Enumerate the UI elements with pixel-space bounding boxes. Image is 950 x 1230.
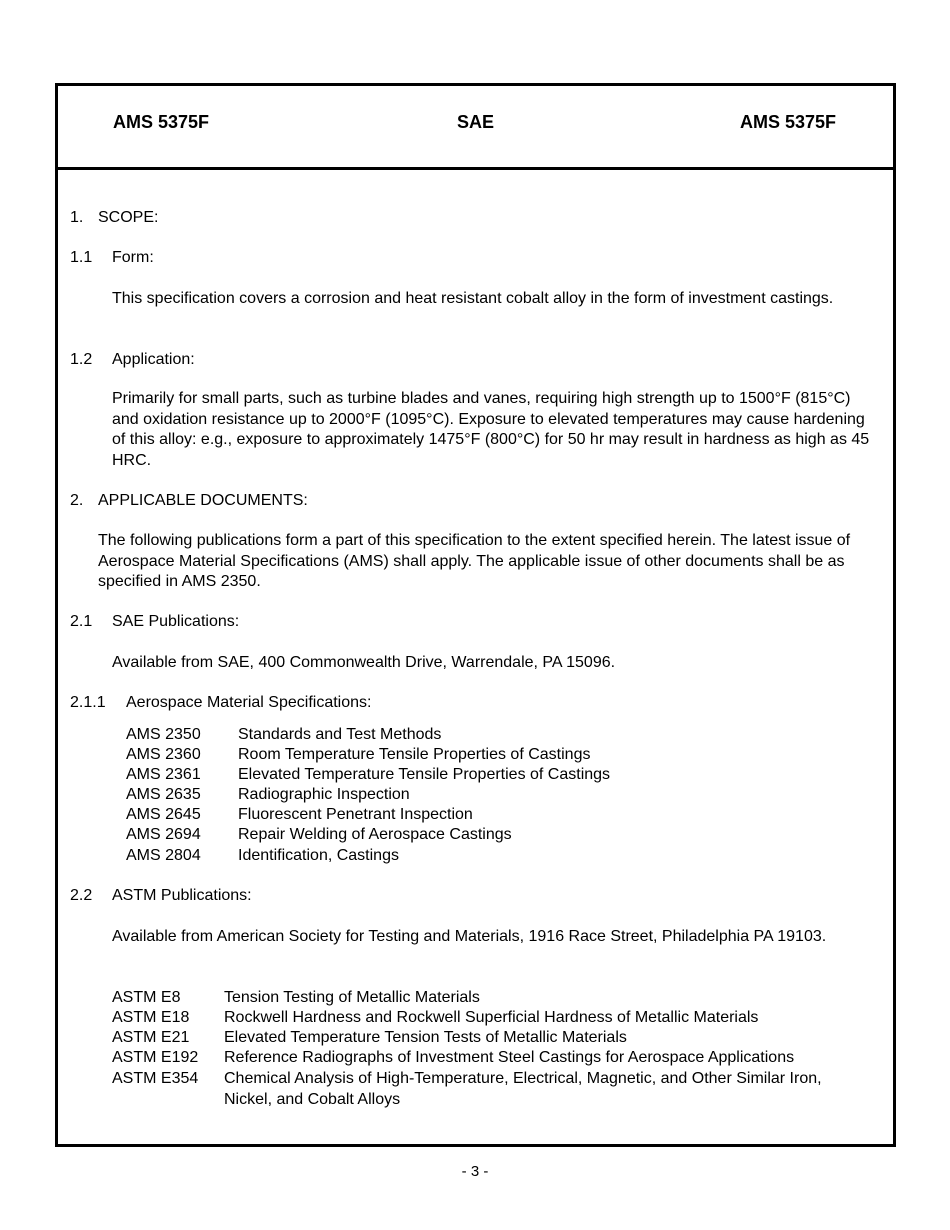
section-2-1-1-heading (70, 693, 372, 714)
section-2-1-heading (70, 612, 240, 633)
reference-code: ASTM E21 (112, 1029, 190, 1046)
reference-code: AMS 2635 (126, 786, 201, 803)
section-2-2-text: Available from American Society for Testing and Materials, 1916 Race Street, Philadelphia PA 19103. (112, 928, 827, 945)
section-title: Form: (112, 249, 154, 266)
page-number: - 3 - (461, 1163, 489, 1180)
section-number: 2. (70, 492, 84, 509)
reference-title: Identification, Castings (238, 847, 399, 864)
reference-title: Radiographic Inspection (238, 786, 410, 803)
section-number: 2.1 (70, 613, 93, 630)
section-1-1-heading (70, 248, 154, 269)
section-2-text: The following publications form a part of this specification to the extent specified herein. The latest issue of Aerospace Material Specifications (AMS) shall apply. The applicable issue of other documents shall be as specified in AMS 2350. (98, 532, 851, 590)
reference-title: Elevated Temperature Tensile Properties of Castings (238, 766, 611, 783)
section-1-1-text: This specification covers a corrosion and heat resistant cobalt alloy in the form of investment castings. (112, 290, 834, 307)
reference-code: AMS 2361 (126, 766, 201, 783)
reference-title: Reference Radiographs of Investment Steel Castings for Aerospace Applications (224, 1049, 795, 1066)
reference-title: Repair Welding of Aerospace Castings (238, 826, 512, 843)
section-number: 1. (70, 209, 84, 226)
reference-title: Fluorescent Penetrant Inspection (238, 806, 473, 823)
section-number: 2.2 (70, 887, 93, 904)
header-publisher: SAE (457, 112, 495, 132)
section-1-heading (70, 208, 159, 229)
section-number: 1.1 (70, 249, 93, 266)
reference-code: ASTM E354 (112, 1070, 199, 1087)
section-title: ASTM Publications: (112, 887, 252, 904)
section-title: SAE Publications: (112, 613, 240, 630)
header-doc-number-right: AMS 5375F (740, 112, 837, 132)
reference-code: ASTM E18 (112, 1009, 190, 1026)
section-1-2-heading (70, 350, 195, 371)
reference-code: AMS 2804 (126, 847, 201, 864)
reference-title: Standards and Test Methods (238, 726, 442, 743)
reference-code: AMS 2350 (126, 726, 201, 743)
reference-title: Tension Testing of Metallic Materials (224, 989, 480, 1006)
reference-code: ASTM E8 (112, 989, 181, 1006)
page-header (58, 86, 893, 170)
reference-code: ASTM E192 (112, 1049, 199, 1066)
reference-title: Room Temperature Tensile Properties of Castings (238, 746, 591, 763)
reference-title: Elevated Temperature Tension Tests of Metallic Materials (224, 1029, 627, 1046)
section-title: Application: (112, 351, 195, 368)
reference-title: Chemical Analysis of High-Temperature, Electrical, Magnetic, and Other Similar Iron, Nickel, and Cobalt Alloys (224, 1070, 822, 1108)
section-title: SCOPE: (98, 209, 159, 226)
reference-title: Rockwell Hardness and Rockwell Superficial Hardness of Metallic Materials (224, 1009, 759, 1026)
reference-code: AMS 2360 (126, 746, 201, 763)
section-1-2-text: Primarily for small parts, such as turbine blades and vanes, requiring high strength up to 1500°F (815°C) and oxidation resistance up to 2000°F (1095°C). Exposure to elevated temperatures may cause hardening of this alloy: e.g., exposure to approximately 1475°F (800°C) for 50 hr may result in hardness as high as 45 HRC. (112, 390, 870, 469)
section-title: APPLICABLE DOCUMENTS: (98, 492, 308, 509)
header-doc-number-left: AMS 5375F (113, 112, 210, 132)
section-number: 1.2 (70, 351, 93, 368)
section-title: Aerospace Material Specifications: (126, 694, 372, 711)
reference-code: AMS 2694 (126, 826, 201, 843)
section-2-heading (70, 491, 308, 512)
section-2-1-text: Available from SAE, 400 Commonwealth Drive, Warrendale, PA 15096. (112, 654, 616, 671)
reference-code: AMS 2645 (126, 806, 201, 823)
section-2-2-heading (70, 886, 252, 907)
section-number: 2.1.1 (70, 694, 106, 711)
